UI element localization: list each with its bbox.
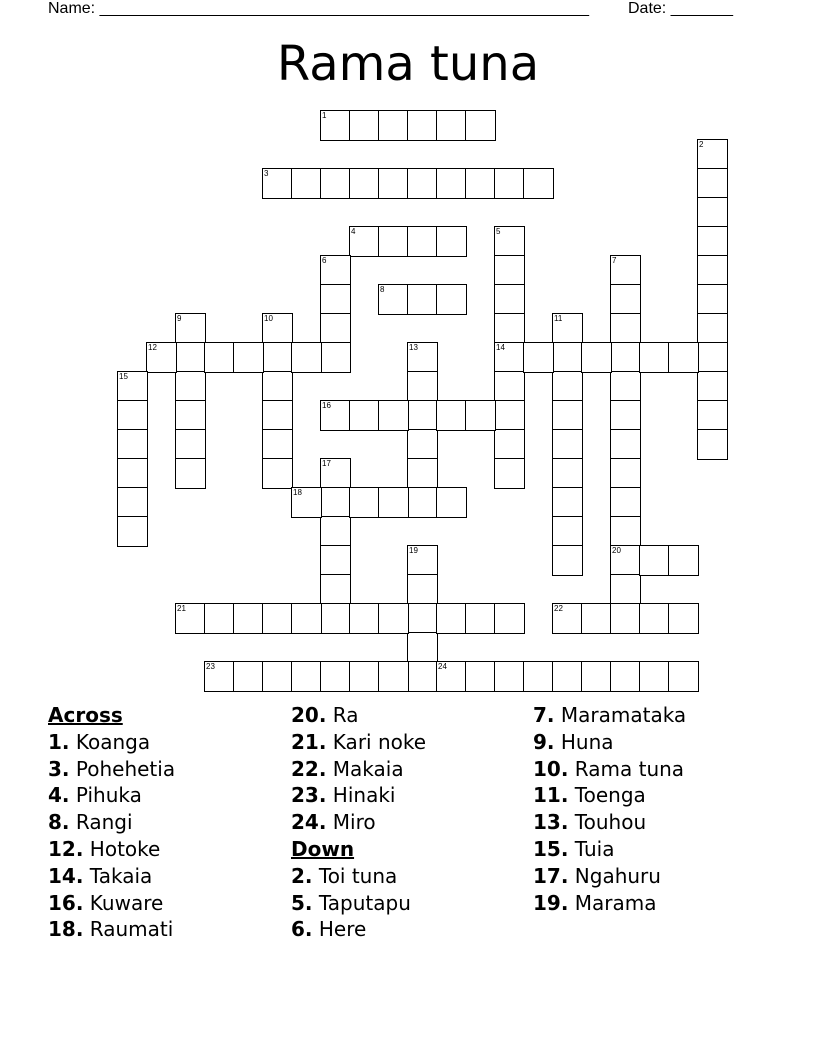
clue-item-number: 4. <box>48 783 70 808</box>
clue-item-text: Tuia <box>568 836 615 861</box>
clue-item <box>291 756 426 783</box>
grid-cell[interactable] <box>320 487 351 518</box>
grid-cell[interactable] <box>320 400 351 431</box>
grid-cell[interactable] <box>407 603 438 634</box>
clue-number: 13 <box>409 343 418 352</box>
grid-cell[interactable] <box>378 168 409 199</box>
clue-column-2 <box>291 702 426 943</box>
grid-cell[interactable] <box>552 516 583 547</box>
grid-cell[interactable] <box>117 487 148 518</box>
grid-cell[interactable] <box>407 168 438 199</box>
clue-item <box>291 863 426 890</box>
grid-cell[interactable] <box>697 168 728 199</box>
clue-item-text: Taputapu <box>312 890 411 915</box>
grid-cell[interactable] <box>610 516 641 547</box>
grid-cell[interactable] <box>233 603 264 634</box>
clue-item <box>48 890 175 917</box>
clue-item-number: 3. <box>48 756 70 781</box>
clue-item-text: Kari noke <box>326 729 427 754</box>
clue-item-text: Makaia <box>326 756 404 781</box>
clue-item-number: 19. <box>533 890 569 915</box>
grid-cell[interactable] <box>378 226 409 257</box>
grid-cell[interactable] <box>204 661 235 692</box>
grid-cell[interactable] <box>175 458 206 489</box>
clue-number: 9 <box>177 314 182 323</box>
clue-item-text: Rangi <box>69 810 133 835</box>
grid-cell[interactable] <box>407 487 438 518</box>
grid-cell[interactable] <box>436 168 467 199</box>
grid-cell[interactable] <box>204 342 235 373</box>
clue-item-text: Rama tuna <box>568 756 685 781</box>
grid-cell[interactable] <box>349 400 380 431</box>
grid-cell[interactable] <box>697 197 728 228</box>
grid-cell[interactable] <box>320 110 351 141</box>
grid-cell[interactable] <box>552 458 583 489</box>
grid-cell[interactable] <box>262 429 293 460</box>
grid-cell[interactable] <box>697 284 728 315</box>
grid-cell[interactable] <box>552 661 583 692</box>
grid-cell[interactable] <box>291 342 322 373</box>
clue-number: 6 <box>322 256 327 265</box>
clue-item-text: Pihuka <box>69 783 142 808</box>
clue-item <box>533 809 686 836</box>
grid-cell[interactable] <box>639 661 670 692</box>
grid-cell[interactable] <box>378 487 409 518</box>
clue-number: 12 <box>148 343 157 352</box>
grid-cell[interactable] <box>639 342 670 373</box>
grid-cell[interactable] <box>610 603 641 634</box>
grid-cell[interactable] <box>117 400 148 431</box>
grid-cell[interactable] <box>494 429 525 460</box>
grid-cell[interactable] <box>262 371 293 402</box>
grid-cell[interactable] <box>552 487 583 518</box>
grid-cell[interactable] <box>610 342 641 373</box>
grid-cell[interactable] <box>407 110 438 141</box>
grid-cell[interactable] <box>175 371 206 402</box>
clue-item-text: Hinaki <box>326 783 396 808</box>
clue-number: 3 <box>264 169 269 178</box>
grid-cell[interactable] <box>610 661 641 692</box>
grid-cell[interactable] <box>320 313 351 344</box>
grid-cell[interactable] <box>494 255 525 286</box>
clue-item <box>291 890 426 917</box>
clue-item <box>291 782 426 809</box>
grid-cell[interactable] <box>610 545 641 576</box>
grid-cell[interactable] <box>407 632 438 663</box>
grid-cell[interactable] <box>262 458 293 489</box>
grid-cell[interactable] <box>378 400 409 431</box>
grid-cell[interactable] <box>697 226 728 257</box>
puzzle-title: Rama tuna <box>276 36 540 92</box>
clue-item-text: Huna <box>554 729 614 754</box>
clue-item-text: Takaia <box>83 863 153 888</box>
grid-cell[interactable] <box>668 603 699 634</box>
grid-cell[interactable] <box>697 255 728 286</box>
clue-item-number: 21. <box>291 729 327 754</box>
grid-cell[interactable] <box>436 661 467 692</box>
clue-number: 11 <box>554 314 563 323</box>
grid-cell[interactable] <box>175 400 206 431</box>
clue-item-text: Kuware <box>83 890 164 915</box>
clue-item-number: 5. <box>291 890 313 915</box>
grid-cell[interactable] <box>494 661 525 692</box>
clue-item-text: Raumati <box>83 917 174 942</box>
clue-item <box>291 916 426 943</box>
grid-cell[interactable] <box>262 661 293 692</box>
grid-cell[interactable] <box>610 284 641 315</box>
clue-item <box>48 782 175 809</box>
clue-column-3 <box>533 702 686 916</box>
grid-cell[interactable] <box>233 342 264 373</box>
clue-number: 20 <box>612 546 621 555</box>
clue-item-number: 8. <box>48 810 70 835</box>
grid-cell[interactable] <box>262 603 293 634</box>
grid-cell[interactable] <box>378 284 409 315</box>
grid-cell[interactable] <box>697 139 728 170</box>
grid-cell[interactable] <box>436 400 467 431</box>
clue-item-text: Toi tuna <box>312 863 398 888</box>
clue-number: 22 <box>554 604 563 613</box>
grid-cell[interactable] <box>494 168 525 199</box>
grid-cell[interactable] <box>436 487 467 518</box>
clue-item-number: 6. <box>291 917 313 942</box>
clue-item <box>48 836 175 863</box>
clue-number: 5 <box>496 227 501 236</box>
grid-cell[interactable] <box>349 226 380 257</box>
grid-cell[interactable] <box>465 168 496 199</box>
clue-column-1 <box>48 702 175 943</box>
clue-number: 23 <box>206 662 215 671</box>
grid-cell[interactable] <box>436 284 467 315</box>
grid-cell[interactable] <box>175 342 206 373</box>
clue-item-text: Marama <box>568 890 657 915</box>
grid-cell[interactable] <box>407 400 438 431</box>
grid-cell[interactable] <box>175 313 206 344</box>
clue-number: 21 <box>177 604 186 613</box>
clue-item-text: Ngahuru <box>568 863 661 888</box>
grid-cell[interactable] <box>320 516 351 547</box>
grid-cell[interactable] <box>117 458 148 489</box>
grid-cell[interactable] <box>494 371 525 402</box>
clue-item <box>533 756 686 783</box>
grid-cell[interactable] <box>407 284 438 315</box>
grid-cell[interactable] <box>407 574 438 605</box>
grid-cell[interactable] <box>610 371 641 402</box>
grid-cell[interactable] <box>610 574 641 605</box>
clue-item-number: 15. <box>533 836 569 861</box>
grid-cell[interactable] <box>407 545 438 576</box>
grid-cell[interactable] <box>697 371 728 402</box>
clue-number: 16 <box>322 401 331 410</box>
clue-item-text: Maramataka <box>554 703 687 727</box>
grid-cell[interactable] <box>320 458 351 489</box>
grid-cell[interactable] <box>291 487 322 518</box>
clue-item-text: Touhou <box>568 810 647 835</box>
grid-cell[interactable] <box>320 574 351 605</box>
clue-item <box>48 809 175 836</box>
clue-item <box>48 863 175 890</box>
clue-item-text: Hotoke <box>83 836 161 861</box>
clue-number: 1 <box>322 111 327 120</box>
name-field-label: Name: _______________________________________________________ <box>48 0 589 17</box>
clue-item-number: 20. <box>291 703 327 727</box>
grid-cell[interactable] <box>697 313 728 344</box>
clue-item-number: 12. <box>48 836 84 861</box>
grid-cell[interactable] <box>465 661 496 692</box>
clue-item <box>533 729 686 756</box>
grid-cell[interactable] <box>262 168 293 199</box>
grid-cell[interactable] <box>320 661 351 692</box>
grid-cell[interactable] <box>552 342 583 373</box>
clue-item <box>533 890 686 917</box>
clue-section-heading: Across <box>48 703 123 727</box>
clue-item-number: 17. <box>533 863 569 888</box>
grid-cell[interactable] <box>204 603 235 634</box>
grid-cell[interactable] <box>552 313 583 344</box>
grid-cell[interactable] <box>262 313 293 344</box>
grid-cell[interactable] <box>668 545 699 576</box>
grid-cell[interactable] <box>494 284 525 315</box>
clue-item-number: 10. <box>533 756 569 781</box>
grid-cell[interactable] <box>610 313 641 344</box>
grid-cell[interactable] <box>581 342 612 373</box>
grid-cell[interactable] <box>349 110 380 141</box>
clue-item-number: 18. <box>48 917 84 942</box>
grid-cell[interactable] <box>117 429 148 460</box>
grid-cell[interactable] <box>581 603 612 634</box>
grid-cell[interactable] <box>378 110 409 141</box>
grid-cell[interactable] <box>407 661 438 692</box>
clue-item-number: 23. <box>291 783 327 808</box>
clue-item <box>533 863 686 890</box>
grid-cell[interactable] <box>465 603 496 634</box>
grid-cell[interactable] <box>291 603 322 634</box>
grid-cell[interactable] <box>610 400 641 431</box>
grid-cell[interactable] <box>494 313 525 344</box>
grid-cell[interactable] <box>639 603 670 634</box>
grid-cell[interactable] <box>523 661 554 692</box>
clue-item-text: Miro <box>326 810 376 835</box>
clue-item-text: Toenga <box>568 783 646 808</box>
clue-item <box>533 702 686 729</box>
grid-cell[interactable] <box>262 342 293 373</box>
grid-cell[interactable] <box>233 661 264 692</box>
clue-item <box>48 729 175 756</box>
clue-item <box>533 782 686 809</box>
clue-item-number: 7. <box>533 703 555 727</box>
grid-cell[interactable] <box>436 603 467 634</box>
clue-item-text: Ra <box>326 703 359 727</box>
grid-cell[interactable] <box>610 487 641 518</box>
clue-number: 15 <box>119 372 128 381</box>
grid-cell[interactable] <box>552 545 583 576</box>
grid-cell[interactable] <box>668 661 699 692</box>
grid-cell[interactable] <box>320 168 351 199</box>
grid-cell[interactable] <box>320 284 351 315</box>
clue-item <box>291 702 426 729</box>
grid-cell[interactable] <box>465 110 496 141</box>
grid-cell[interactable] <box>349 168 380 199</box>
grid-cell[interactable] <box>407 371 438 402</box>
grid-cell[interactable] <box>378 661 409 692</box>
clue-number: 8 <box>380 285 385 294</box>
grid-cell[interactable] <box>610 458 641 489</box>
grid-cell[interactable] <box>610 255 641 286</box>
clue-number: 2 <box>699 140 704 149</box>
grid-cell[interactable] <box>407 226 438 257</box>
grid-cell[interactable] <box>320 342 351 373</box>
grid-cell[interactable] <box>320 603 351 634</box>
grid-cell[interactable] <box>494 400 525 431</box>
grid-cell[interactable] <box>523 342 554 373</box>
clue-number: 14 <box>496 343 505 352</box>
grid-cell[interactable] <box>581 661 612 692</box>
clue-number: 10 <box>264 314 273 323</box>
clue-item-number: 16. <box>48 890 84 915</box>
grid-cell[interactable] <box>639 545 670 576</box>
grid-cell[interactable] <box>262 400 293 431</box>
grid-cell[interactable] <box>349 661 380 692</box>
grid-cell[interactable] <box>291 661 322 692</box>
grid-cell[interactable] <box>465 400 496 431</box>
grid-cell[interactable] <box>552 371 583 402</box>
grid-cell[interactable] <box>117 516 148 547</box>
date-field-label: Date: _______ <box>628 0 733 17</box>
clue-section-heading: Down <box>291 836 355 861</box>
grid-cell[interactable] <box>117 371 148 402</box>
grid-cell[interactable] <box>494 603 525 634</box>
clue-item-number: 2. <box>291 863 313 888</box>
grid-cell[interactable] <box>320 545 351 576</box>
clue-item-number: 13. <box>533 810 569 835</box>
grid-cell[interactable] <box>146 342 177 373</box>
clue-item <box>48 756 175 783</box>
clue-number: 24 <box>438 662 447 671</box>
clue-number: 18 <box>293 488 302 497</box>
grid-cell[interactable] <box>494 226 525 257</box>
grid-cell[interactable] <box>523 168 554 199</box>
grid-cell[interactable] <box>320 255 351 286</box>
grid-cell[interactable] <box>436 110 467 141</box>
grid-cell[interactable] <box>610 429 641 460</box>
clue-item-number: 22. <box>291 756 327 781</box>
grid-cell[interactable] <box>349 487 380 518</box>
clue-item-text: Koanga <box>69 729 151 754</box>
clue-item <box>48 916 175 943</box>
grid-cell[interactable] <box>407 342 438 373</box>
clue-item-text: Pohehetia <box>69 756 176 781</box>
grid-cell[interactable] <box>552 603 583 634</box>
grid-cell[interactable] <box>175 429 206 460</box>
grid-cell[interactable] <box>552 400 583 431</box>
clue-item <box>291 729 426 756</box>
grid-cell[interactable] <box>349 603 380 634</box>
grid-cell[interactable] <box>436 226 467 257</box>
grid-cell[interactable] <box>175 603 206 634</box>
grid-cell[interactable] <box>668 342 699 373</box>
grid-cell[interactable] <box>494 458 525 489</box>
clue-item-text: Here <box>312 917 367 942</box>
grid-cell[interactable] <box>552 429 583 460</box>
clue-item-number: 24. <box>291 810 327 835</box>
clue-number: 17 <box>322 459 331 468</box>
grid-cell[interactable] <box>697 429 728 460</box>
clue-item-number: 1. <box>48 729 70 754</box>
grid-cell[interactable] <box>291 168 322 199</box>
clue-item-number: 11. <box>533 783 569 808</box>
grid-cell[interactable] <box>407 429 438 460</box>
grid-cell[interactable] <box>407 458 438 489</box>
grid-cell[interactable] <box>494 342 525 373</box>
clue-item <box>291 809 426 836</box>
grid-cell[interactable] <box>378 603 409 634</box>
clue-number: 7 <box>612 256 617 265</box>
clue-item <box>533 836 686 863</box>
clue-number: 19 <box>409 546 418 555</box>
clue-item-number: 14. <box>48 863 84 888</box>
grid-cell[interactable] <box>697 342 728 373</box>
clue-item-number: 9. <box>533 729 555 754</box>
clue-number: 4 <box>351 227 356 236</box>
grid-cell[interactable] <box>697 400 728 431</box>
